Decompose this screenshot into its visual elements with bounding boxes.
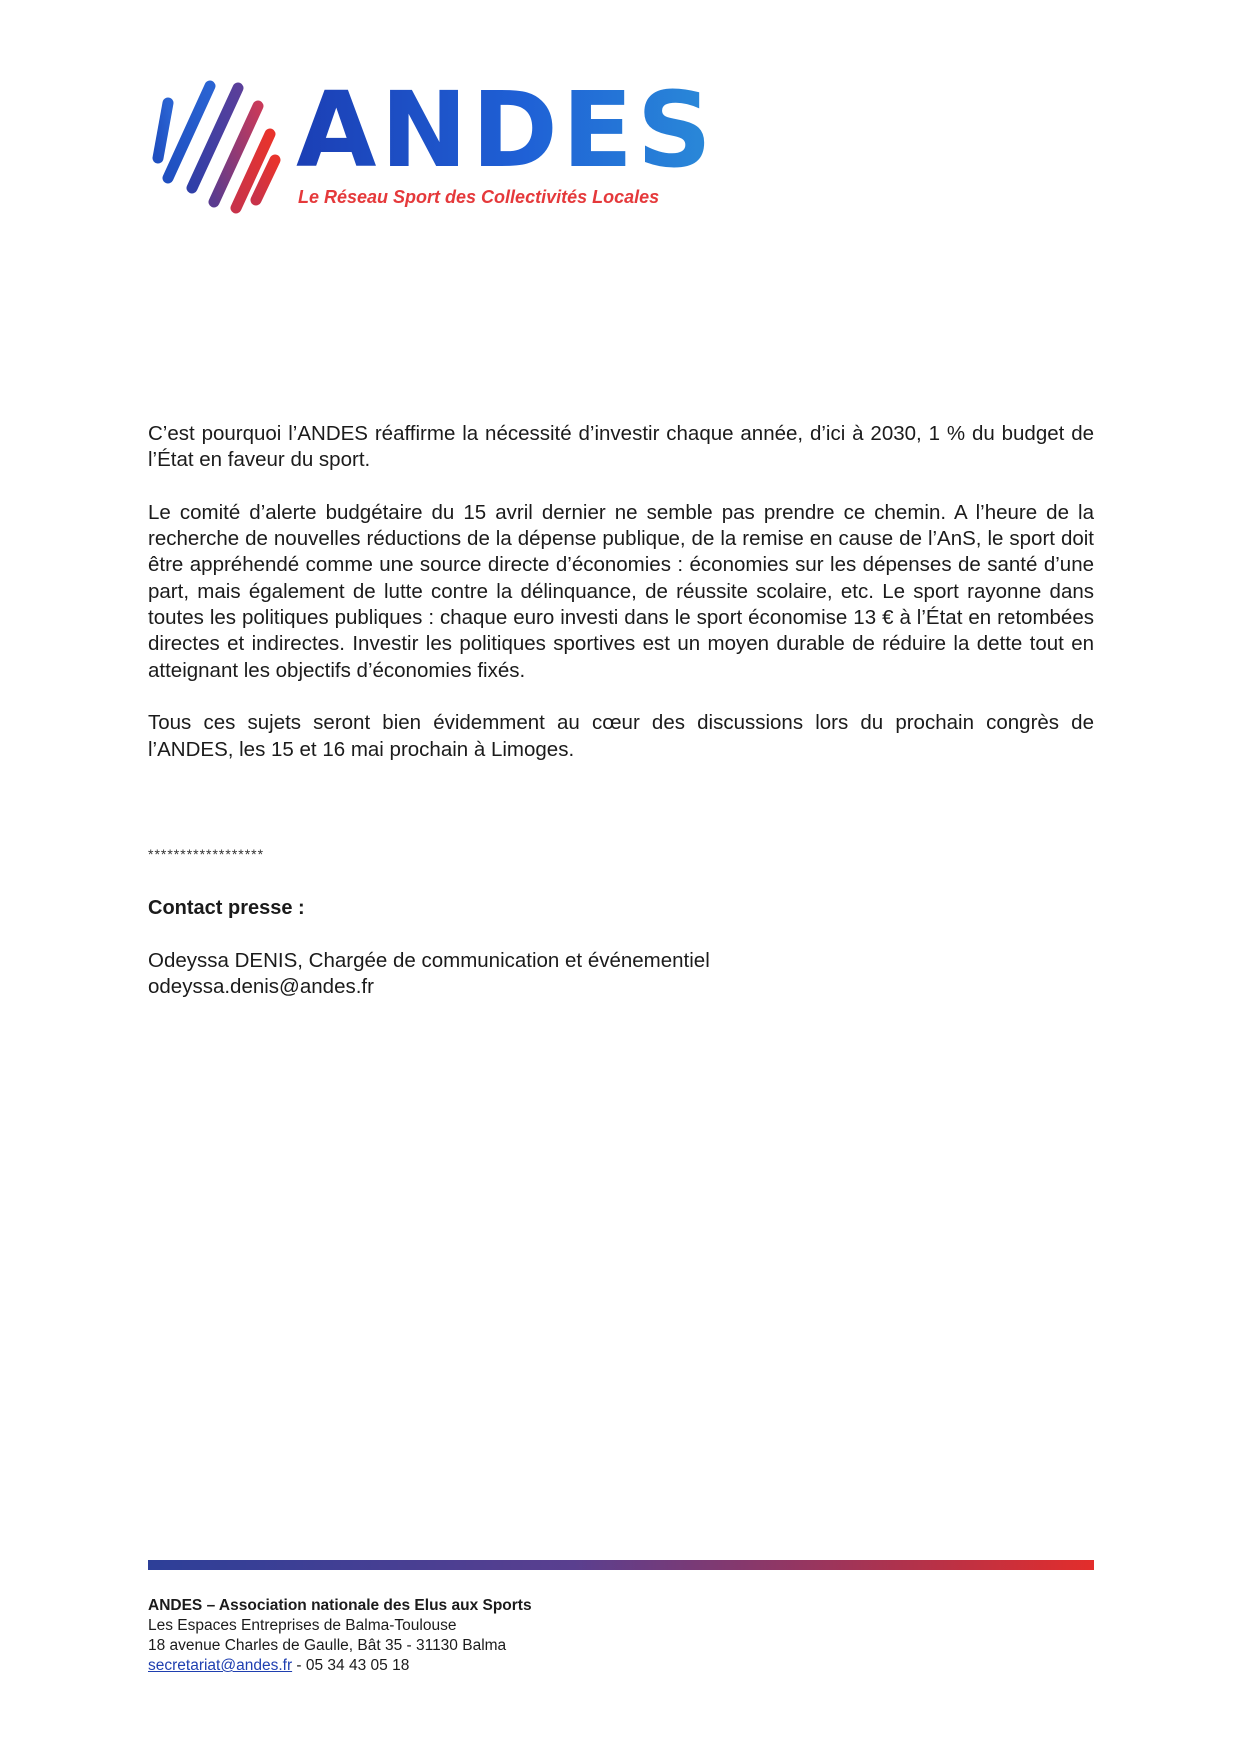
footer-phone: - 05 34 43 05 18 — [292, 1657, 410, 1674]
footer-address-2: 18 avenue Charles de Gaulle, Bât 35 - 31130 Balma — [148, 1637, 507, 1654]
footer — [148, 1596, 532, 1676]
andes-stripes-icon — [148, 70, 288, 215]
andes-logo — [148, 69, 716, 220]
footer-divider — [148, 1560, 1094, 1570]
logo-wordmark: ANDES — [296, 69, 716, 191]
contact-email: odeyssa.denis@andes.fr — [148, 975, 374, 999]
footer-org: ANDES – Association nationale des Elus aux Sports — [148, 1597, 532, 1614]
contact-heading: Contact presse : — [148, 897, 305, 919]
contact-name: Odeyssa DENIS, Chargée de communication et événementiel — [148, 949, 710, 972]
footer-address-1: Les Espaces Entreprises de Balma-Toulouse — [148, 1617, 457, 1634]
body-paragraph: C’est pourquoi l’ANDES réaffirme la nécessité d’investir chaque année, d’ici à 2030, 1 % du budget de l’État en faveur du sport. — [148, 422, 1094, 472]
body-paragraph: Tous ces sujets seront bien évidemment au cœur des discussions lors du prochain congrès de l’ANDES, les 15 et 16 mai prochain à Limoges. — [148, 711, 1094, 761]
logo-tagline: Le Réseau Sport des Collectivités Locales — [298, 187, 660, 207]
footer-contact-line — [148, 1656, 532, 1676]
press-release-body — [148, 421, 1094, 789]
contact-block — [148, 948, 710, 1001]
body-paragraph: Le comité d’alerte budgétaire du 15 avril dernier ne semble pas prendre ce chemin. A l’heure de la recherche de nouvelles réductions de la dépense publique, de la remise en cause de l’AnS, le sport doit être appréhendé comme une source directe d’économies : économies sur les dépenses de santé d’une part, mais également de lutte contre la délinquance, de réussite scolaire, etc. Le sport rayonne dans toutes les politiques publiques : chaque euro investi dans le sport économise 13 € à l’État en retombées directes et indirectes. Investir les politiques sportives est un moyen durable de réduire la dette tout en atteignant les objectifs d’économies fixés. — [148, 500, 1094, 682]
footer-email-link[interactable]: secretariat@andes.fr — [148, 1657, 293, 1674]
separator: ****************** — [148, 846, 265, 862]
